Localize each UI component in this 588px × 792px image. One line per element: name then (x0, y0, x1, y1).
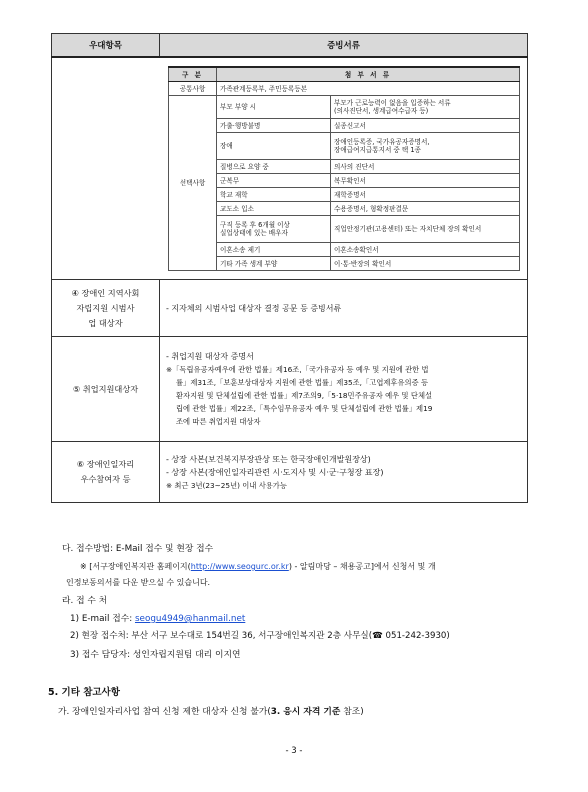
homepage-link[interactable]: http://www.seogurc.or.kr (190, 562, 289, 571)
row5-note: 률」제31조,「보훈보상대상자 지원에 관한 법률」제35조,「고엽제후유의증 등 (176, 378, 428, 387)
optional-docs: 실종신고서 (331, 119, 520, 133)
row6-line: - 상장 사본(보건복지부장관상 또는 한국장애인개발원장상) (166, 454, 371, 464)
item-text: 가. 장애인일자리사업 참여 신청 제한 대상자 신청 불가( (58, 707, 271, 717)
optional-item: 학교 재학 (217, 188, 331, 202)
section-5-item (58, 704, 364, 717)
email-label: 1) E-mail 접수: (70, 614, 135, 624)
optional-item: 부모 부양 시 (217, 96, 331, 119)
common-docs: 가족관계등록부, 주민등록등본 (217, 82, 520, 96)
section-5-title: 5. 기타 참고사항 (48, 687, 120, 698)
optional-docs: 의사의 진단서 (331, 160, 520, 174)
common-label: 공통사항 (169, 82, 217, 96)
row4-text: - 지자체의 시범사업 대상자 결정 공문 등 증빙서류 (166, 303, 342, 313)
row5-note: 립에 관한 법률」제22조,「특수임무유공자 예우 및 단체설립에 관한 법률」제19 (176, 404, 433, 413)
optional-item: 교도소 입소 (217, 202, 331, 216)
optional-docs: 장애인등록증, 국가유공자증명서, 장애급여지급통지서 중 택 1종 (331, 133, 520, 160)
row5-label: ⑤ 취업지원대상자 (52, 337, 160, 442)
item-text: 참조) (340, 707, 364, 717)
optional-item: 가출·행방불명 (217, 119, 331, 133)
row6-line: - 상장 사본(장애인일자리관련 시·도지사 및 시·군·구청장 표장) (166, 467, 384, 477)
row4-content (160, 280, 528, 337)
row5-content (160, 337, 528, 442)
optional-docs: 수용증명서, 형확정판결문 (331, 202, 520, 216)
inner-header-category: 구 분 (169, 67, 217, 82)
row5-note: ※「독립유공자예우에 관한 법률」제16조,「국가유공자 등 예우 및 지원에 관한 법 (166, 365, 429, 374)
optional-docs: 부모가 근로능력이 없음을 입증하는 서류 (의사진단서, 생계급여수급자 등) (331, 96, 520, 119)
email-line (70, 611, 245, 624)
header-preference-item: 우대항목 (52, 34, 160, 58)
section-ra-title: 라. 접 수 처 (62, 596, 108, 606)
optional-item: 질병으로 요양 중 (217, 160, 331, 174)
header-proof-documents: 증빙서류 (160, 34, 528, 58)
family-support-row (52, 57, 528, 280)
optional-item: 이혼소송 제기 (217, 243, 331, 257)
row5-line: - 취업지원 대상자 증명서 (166, 352, 254, 361)
note-text: ) - 알림마당 – 채용공고]에서 신청서 및 개 (288, 562, 436, 571)
optional-item: 구직 등록 후 6개월 이상 실업상태에 있는 배우자 (217, 216, 331, 243)
site-line: 2) 현장 접수처: 부산 서구 보수대로 154번길 36, 서구장애인복지관 2층 사무실(☎ 051-242-3930) (70, 631, 450, 641)
optional-docs: 이혼소송확인서 (331, 243, 520, 257)
row5-note: 조에 따른 취업지원 대상자 (176, 417, 261, 426)
optional-docs: 이·통·반장의 확인서 (331, 257, 520, 271)
inner-header-documents: 첨 부 서 류 (217, 67, 520, 82)
row5-note: 환자지원 및 단체설립에 관한 법률」제7조의9,「5·18민주유공자 예우 및 단체설 (176, 391, 433, 400)
optional-item: 기타 가족 생계 부양 (217, 257, 331, 271)
row6-label: ⑥ 장애인일자리 우수참여자 등 (52, 442, 160, 503)
optional-docs: 복무확인서 (331, 174, 520, 188)
optional-docs: 재학증명서 (331, 188, 520, 202)
optional-item: 군복무 (217, 174, 331, 188)
section-da-note (80, 561, 436, 572)
section-da-note-line2: 인정보동의서를 다운 받으실 수 있습니다. (66, 578, 211, 587)
contact-line: 3) 접수 담당자: 성인자립지원팀 대리 이지연 (70, 650, 241, 660)
note-text: ※ [서구장애인복지관 홈페이지( (80, 562, 191, 571)
preference-table (51, 33, 528, 503)
row6-note: ※ 최근 3년(23~25년) 이내 사용가능 (166, 480, 287, 490)
optional-label: 선택사항 (169, 96, 217, 271)
optional-item: 장애 (217, 133, 331, 160)
row4-label: ④ 장애인 지역사회 자립지원 시범사 업 대상자 (52, 280, 160, 337)
row6-content (160, 442, 528, 503)
section-da-title: 다. 접수방법: E-Mail 접수 및 현장 접수 (62, 544, 214, 554)
optional-docs: 직업안정기관(고용센터) 또는 자치단체 장의 확인서 (331, 216, 520, 243)
page-number: - 3 - (285, 746, 303, 756)
email-link[interactable]: seogu4949@hanmail.net (134, 614, 246, 624)
attached-documents-table (168, 66, 520, 271)
item-bold: 3. 응시 자격 기준 (270, 707, 341, 717)
